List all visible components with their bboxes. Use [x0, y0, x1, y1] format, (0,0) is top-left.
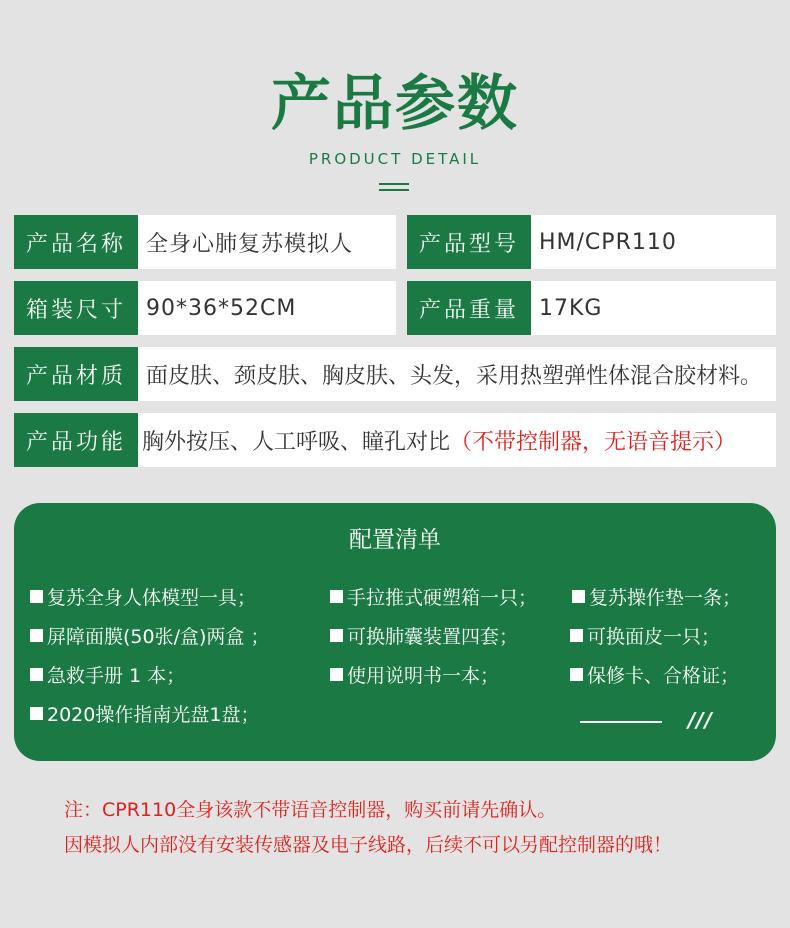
config-item: 手拉推式硬塑箱一只； [330, 585, 537, 611]
spec-name-value: 全身心肺复苏模拟人 [138, 215, 396, 269]
spec-function-text: 胸外按压、人工呼吸、瞳孔对比 [142, 429, 451, 455]
spec-row-function [14, 413, 776, 467]
bullet-square-icon [30, 629, 43, 642]
spec-weight-label: 产品重量 [407, 281, 531, 335]
config-item: 使用说明书一本； [330, 663, 499, 689]
config-item: 急救手册 1 本； [30, 663, 185, 689]
spec-model [407, 215, 776, 269]
page-title: 产品参数 [271, 69, 519, 139]
config-item: 复苏操作垫一条； [572, 585, 741, 611]
bullet-square-icon [30, 668, 43, 681]
spec-model-value: HM/CPR110 [531, 215, 776, 269]
bullet-square-icon [330, 629, 343, 642]
spec-material [14, 347, 776, 401]
spec-name [14, 215, 396, 269]
spec-row-box-weight [14, 281, 776, 335]
bullet-square-icon [330, 668, 343, 681]
bullet-square-icon [572, 590, 585, 603]
spec-name-label: 产品名称 [14, 215, 138, 269]
config-title: 配置清单 [349, 527, 441, 553]
config-item: 复苏全身人体模型一具； [30, 585, 256, 611]
spec-model-label: 产品型号 [407, 215, 531, 269]
spec-weight-value: 17KG [531, 281, 776, 335]
spec-material-label: 产品材质 [14, 347, 138, 401]
spec-weight [407, 281, 776, 335]
decorative-slashes: /// [688, 708, 713, 732]
bullet-square-icon [570, 629, 583, 642]
spec-function-note: （不带控制器，无语音提示） [450, 429, 737, 455]
spec-row-material [14, 347, 776, 401]
config-item: 保修卡、合格证； [570, 663, 739, 689]
title-divider-bottom [379, 189, 409, 191]
page-subtitle: PRODUCT DETAIL [308, 150, 482, 168]
config-item: 可换面皮一只； [570, 624, 720, 650]
bullet-square-icon [30, 707, 43, 720]
decorative-line [580, 721, 662, 723]
spec-material-value: 面皮肤、颈皮肤、胸皮肤、头发，采用热塑弹性体混合胶材料。 [138, 347, 776, 401]
note-line-2: 因模拟人内部没有安装传感器及电子线路，后续不可以另配控制器的哦！ [64, 834, 673, 856]
spec-function-label: 产品功能 [14, 413, 138, 467]
config-panel [14, 503, 776, 761]
bullet-square-icon [570, 668, 583, 681]
spec-box-value: 90*36*52CM [138, 281, 396, 335]
bullet-square-icon [30, 590, 43, 603]
spec-function-value [138, 413, 776, 467]
spec-box [14, 281, 396, 335]
note-line-1: 注：CPR110全身该款不带语音控制器，购买前请先确认。 [64, 799, 557, 821]
title-divider-top [379, 183, 409, 185]
config-item: 屏障面膜(50张/盒)两盒 ； [30, 624, 269, 650]
config-item: 2020操作指南光盘1盘； [30, 702, 259, 728]
spec-box-label: 箱装尺寸 [14, 281, 138, 335]
bullet-square-icon [330, 590, 343, 603]
config-item: 可换肺囊装置四套； [330, 624, 518, 650]
spec-function [14, 413, 776, 467]
spec-row-name-model [14, 215, 776, 269]
